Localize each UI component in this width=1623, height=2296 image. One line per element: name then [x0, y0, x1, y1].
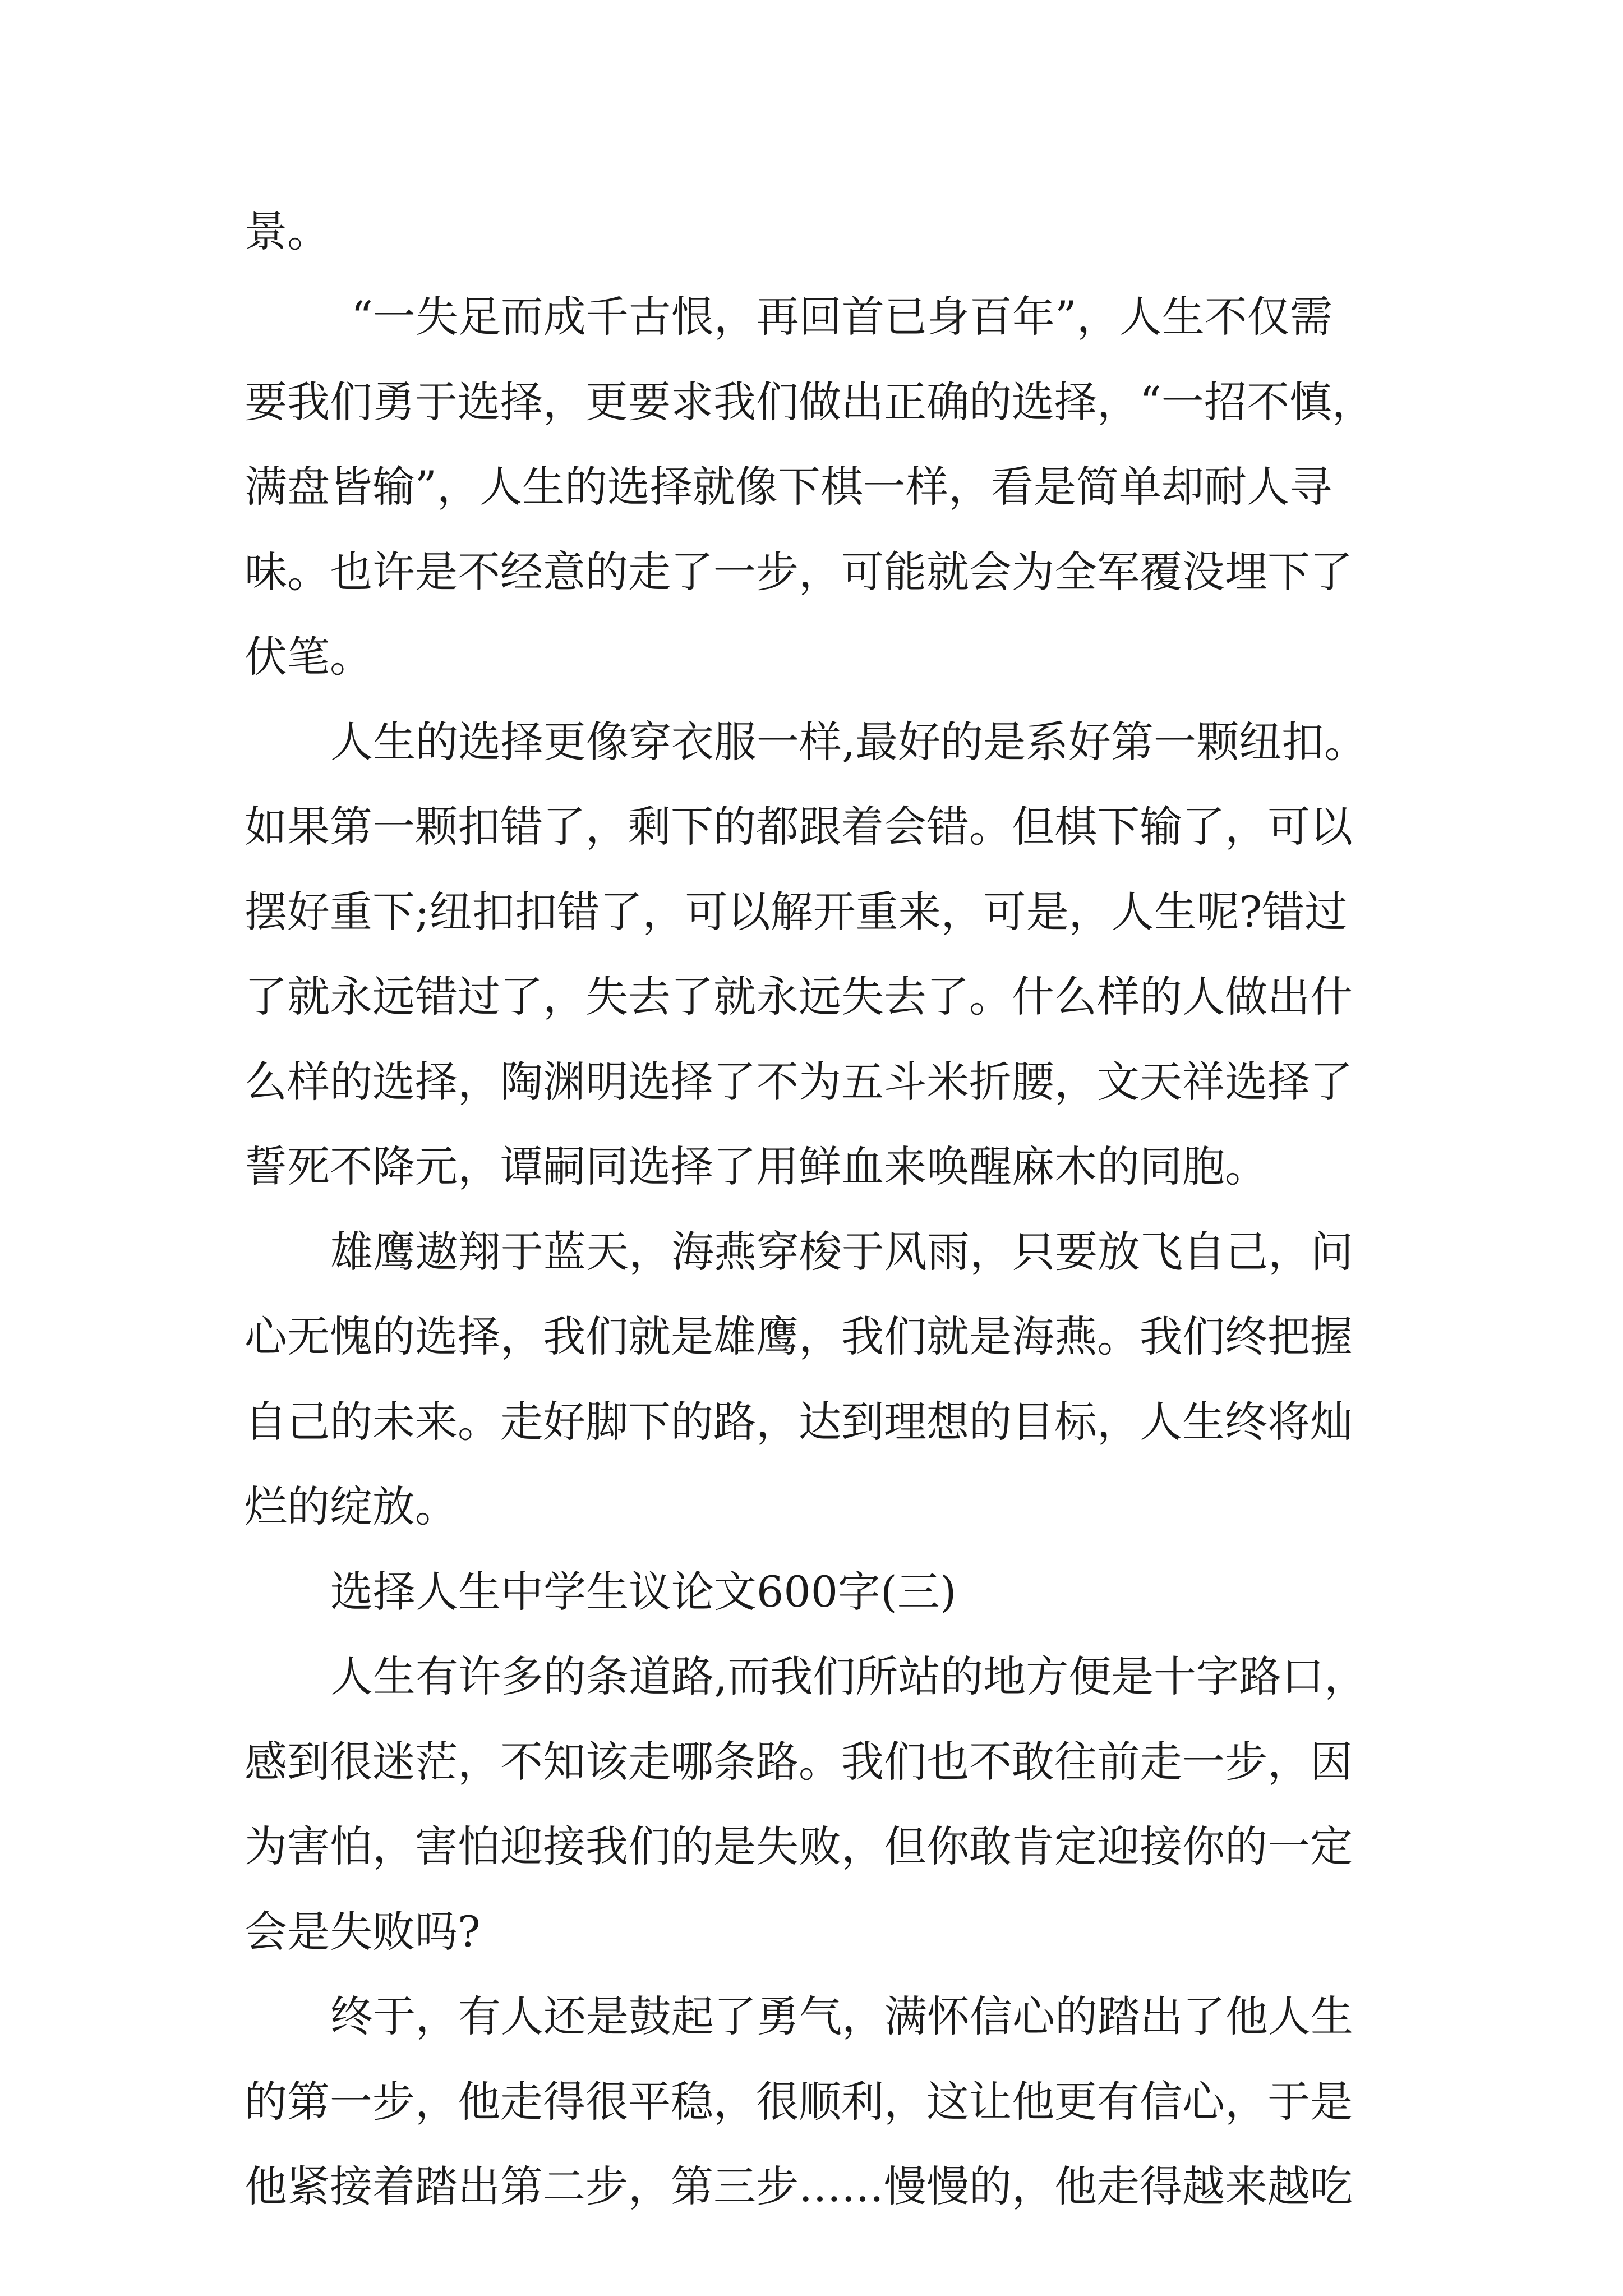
- text-line: 自己的未来。走好脚下的路，达到理想的目标，人生终将灿: [245, 1397, 1353, 1447]
- text-line: 为害怕，害怕迎接我们的是失败，但你敢肯定迎接你的一定: [245, 1821, 1353, 1871]
- text-line: 人生的选择更像穿衣服一样,最好的是系好第一颗纽扣。: [330, 717, 1367, 767]
- text-line: 了就永远错过了，失去了就永远失去了。什么样的人做出什: [245, 972, 1353, 1022]
- text-line: 伏笔。: [245, 632, 372, 682]
- section-heading: 选择人生中学生议论文600字(三): [330, 1567, 957, 1617]
- text-line: “一失足而成千古恨，再回首已身百年”，人生不仅需: [351, 292, 1332, 342]
- text-line: 他紧接着踏出第二步，第三步……慢慢的，他走得越来越吃: [245, 2161, 1353, 2211]
- text-line: 摆好重下;纽扣扣错了，可以解开重来，可是，人生呢?错过: [245, 887, 1348, 937]
- text-line: 誓死不降元，谭嗣同选择了用鲜血来唤醒麻木的同胞。: [245, 1142, 1267, 1191]
- text-line: 终于，有人还是鼓起了勇气，满怀信心的踏出了他人生: [330, 1991, 1353, 2041]
- text-line: 雄鹰遨翔于蓝天，海燕穿梭于风雨，只要放飞自己，问: [330, 1227, 1353, 1277]
- text-line: 感到很迷茫，不知该走哪条路。我们也不敢往前走一步，因: [245, 1737, 1353, 1787]
- text-line: 要我们勇于选择，更要求我们做出正确的选择，“一招不慎，: [245, 377, 1375, 427]
- text-line: 如果第一颗扣错了，剩下的都跟着会错。但棋下输了，可以: [245, 802, 1353, 852]
- text-line: 满盘皆输”，人生的选择就像下棋一样，看是简单却耐人寻: [245, 462, 1332, 512]
- text-line: 人生有许多的条道路,而我们所站的地方便是十字路口，: [330, 1651, 1367, 1701]
- text-line: 的第一步，他走得很平稳，很顺利，这让他更有信心，于是: [245, 2077, 1353, 2127]
- text-line: 烂的绽放。: [245, 1481, 458, 1531]
- text-line: 么样的选择，陶渊明选择了不为五斗米折腰，文天祥选择了: [245, 1057, 1353, 1107]
- text-line: 景。: [245, 206, 330, 256]
- text-line: 会是失败吗?: [245, 1907, 481, 1957]
- text-line: 味。也许是不经意的走了一步，可能就会为全军覆没埋下了: [245, 547, 1353, 597]
- text-line: 心无愧的选择，我们就是雄鹰，我们就是海燕。我们终把握: [245, 1312, 1353, 1361]
